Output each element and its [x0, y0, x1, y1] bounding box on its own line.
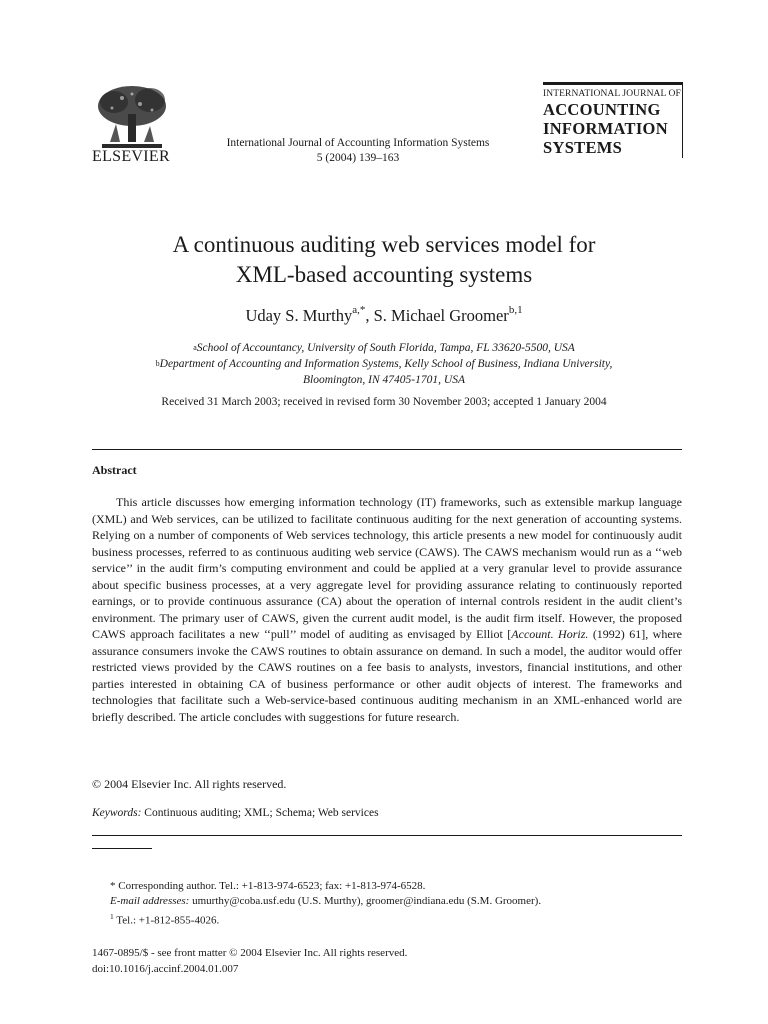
- author-separator: ,: [365, 306, 374, 325]
- footnotes: [110, 879, 541, 929]
- journal-citation: [190, 136, 526, 166]
- journal-masthead: [543, 82, 683, 157]
- author-marker: a,*: [352, 304, 366, 316]
- footnote-tel: [110, 909, 541, 929]
- affiliation-a: School of Accountancy, University of South Florida, Tampa, FL 33620-5500, USA: [196, 342, 575, 354]
- email-label: E-mail addresses:: [110, 895, 190, 907]
- author-name: Uday S. Murthy: [245, 306, 353, 325]
- footnote-rule: [92, 848, 152, 849]
- divider: [92, 835, 682, 836]
- author-marker: b,1: [508, 304, 523, 316]
- abstract-text-part: This article discusses how emerging information technology (IT) frameworks, such as extensible markup language (XML) and Web services, can be utilized to facilitate continuous auditing for the next generation of accounting systems. Relying on a number of components of Web services technology, this article presents a new model for continuously audit business processes, referred to as continuous auditing web service (CAWS). The CAWS mechanism would run as a ‘‘web service’’ in the audit firm’s computing environment and could be applied at a very granular level to provide assurance about specific business processes, at a very aggregate level for providing assurance relating to continuously reported earnings, or to provide continuous assurance (CA) about the operation of internal controls resident in the audit client’s environment. The primary user of CAWS, given the current audit model, is the audit firm itself. However, the proposed CAWS approach facilitates a new ‘‘pull’’ model of auditing as envisaged by Elliot [: [92, 495, 682, 641]
- affiliations: [92, 340, 676, 388]
- keywords-label: Keywords:: [92, 807, 142, 819]
- footnote-tel-text: Tel.: +1-812-855-4026.: [113, 914, 220, 927]
- affiliation-marker: a: [193, 343, 197, 352]
- divider: [92, 449, 682, 450]
- journal-name: International Journal of Accounting Information Systems: [226, 137, 490, 149]
- masthead-line-2: INFORMATION: [543, 119, 668, 138]
- footnote-corresponding: * Corresponding author. Tel.: +1-813-974-6523; fax: +1-813-974-6528.: [110, 880, 426, 892]
- journal-volume: 5 (2004) 139–163: [316, 152, 400, 164]
- affiliation-b-cont: Bloomington, IN 47405-1701, USA: [303, 374, 465, 386]
- footnote-marker: 1: [110, 912, 114, 921]
- masthead-line-3: SYSTEMS: [543, 138, 623, 157]
- footnote-emails: [110, 894, 541, 909]
- abstract-text: [92, 494, 682, 725]
- keywords: [92, 807, 379, 819]
- received-dates: Received 31 March 2003; received in revised form 30 November 2003; accepted 1 January 2004: [161, 396, 607, 408]
- issn-line: 1467-0895/$ - see front matter © 2004 Elsevier Inc. All rights reserved.: [92, 947, 408, 959]
- article-title: [92, 230, 676, 290]
- publisher-name: ELSEVIER: [92, 148, 170, 165]
- doi-line: doi:10.1016/j.accinf.2004.01.007: [92, 962, 239, 975]
- keywords-values: Continuous auditing; XML; Schema; Web services: [141, 807, 379, 819]
- affiliation-b: Department of Accounting and Information Systems, Kelly School of Business, Indiana University,: [159, 358, 613, 370]
- masthead-line-1: ACCOUNTING: [543, 100, 661, 119]
- abstract-text-part: (1992) 61], where assurance consumers invoke the CAWS routines to obtain assurance on demand. In such a model, the auditor would offer restricted views provided by the CAWS routines on a fee basis to analysts, investors, financial institutions, and other parties interested in obtaining CA of business performance or other audit objects of interest. The frameworks and technologies that facilitate such a Web-service-based continuous auditing mechanism in an XML-enhanced world are briefly described. The article concludes with suggestions for future research.: [92, 627, 682, 724]
- masthead-prefix: INTERNATIONAL JOURNAL OF: [543, 89, 681, 99]
- author-list: [92, 306, 676, 326]
- citation-journal: Account. Horiz.: [511, 627, 589, 641]
- abstract-copyright: © 2004 Elsevier Inc. All rights reserved.: [92, 777, 287, 791]
- front-matter: [92, 946, 407, 977]
- abstract-heading: Abstract: [92, 463, 137, 477]
- title-line-2: XML-based accounting systems: [235, 262, 533, 287]
- title-line-1: A continuous auditing web services model for: [172, 232, 596, 257]
- email-values: umurthy@coba.usf.edu (U.S. Murthy), groomer@indiana.edu (S.M. Groomer).: [189, 895, 542, 907]
- affiliation-marker: b: [155, 359, 160, 368]
- author-name: S. Michael Groomer: [373, 306, 509, 325]
